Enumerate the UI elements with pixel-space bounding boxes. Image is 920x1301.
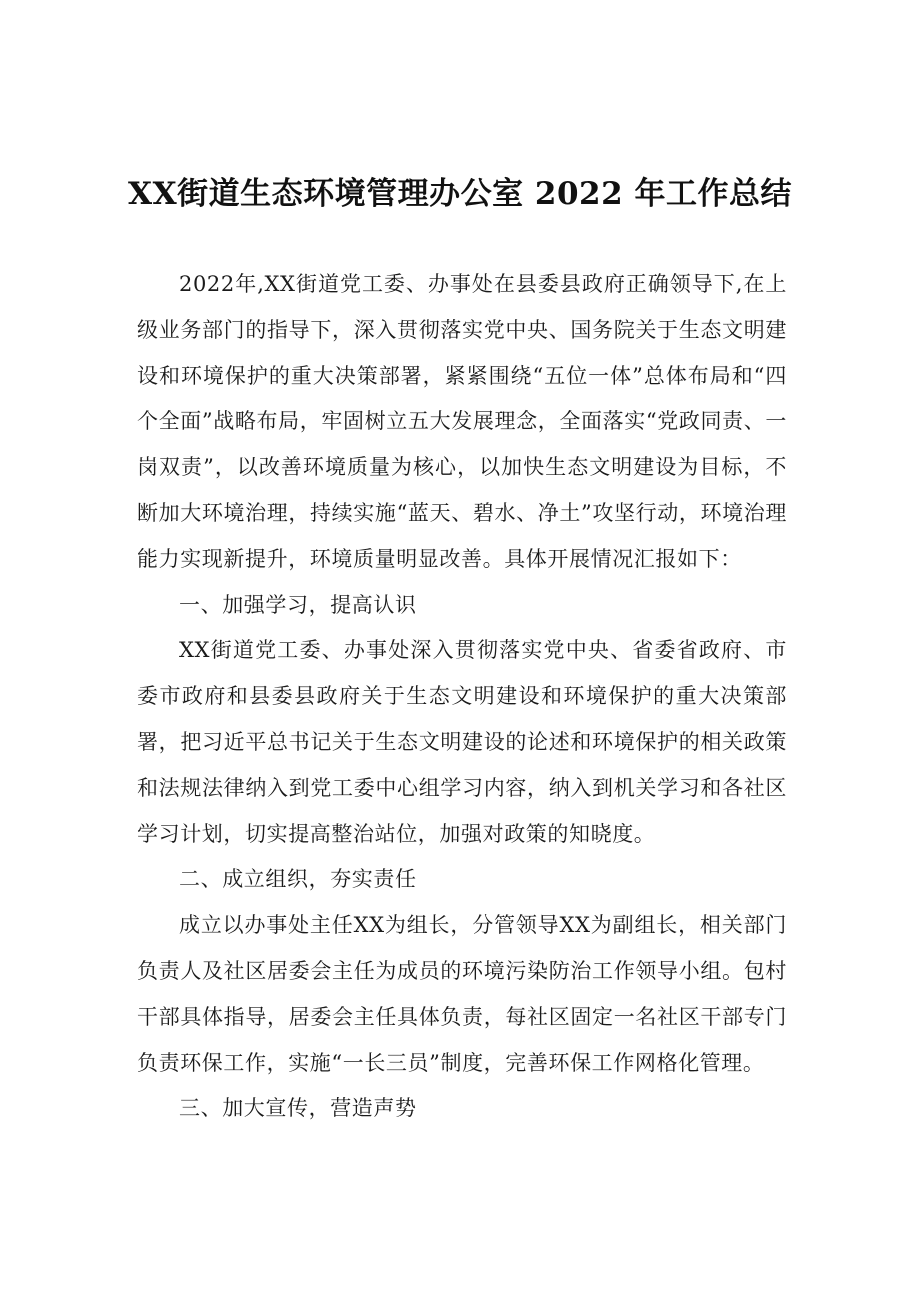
section-paragraph-2: 成立以办事处主任XX为组长，分管领导XX为副组长，相关部门负责人及社区居委会主任为成员的环境污染防治工作领导小组。包村干部具体指导，居委会主任具体负责，每社区固定一名社区干部专门负责环保工作，实施“一长三员”制度，完善环保工作网格化管理。 xyxy=(137,913,787,1075)
document-body xyxy=(137,262,787,1132)
section-heading-2: 二、成立组织，夯实责任 xyxy=(179,867,417,892)
section-heading-3: 三、加大宣传，营造声势 xyxy=(179,1096,417,1121)
section-paragraph-1: XX街道党工委、办事处深入贯彻落实党中央、省委省政府、市委市政府和县委县政府关于生态文明建设和环境保护的重大决策部署，把习近平总书记关于生态文明建设的论述和环境保护的相关政策和法规法律纳入到党工委中心组学习内容，纳入到机关学习和各社区学习计划，切实提高整治站位，加强对政策的知晓度。 xyxy=(137,638,787,846)
section-heading-1: 一、加强学习，提高认识 xyxy=(179,592,417,617)
document-title: XX街道生态环境管理办公室 2022 年工作总结 xyxy=(128,176,792,212)
intro-paragraph: 2022年,XX街道党工委、办事处在县委县政府正确领导下,在上级业务部门的指导下，深入贯彻落实党中央、国务院关于生态文明建设和环境保护的重大决策部署，紧紧围绕“五位一体”总体布局和“四个全面”战略布局，牢固树立五大发展理念，全面落实“党政同责、一岗双责”，以改善环境质量为核心，以加快生态文明建设为目标，不断加大环境治理，持续实施“蓝天、碧水、净土”攻坚行动，环境治理能力实现新提升，环境质量明显改善。具体开展情况汇报如下： xyxy=(137,272,787,571)
